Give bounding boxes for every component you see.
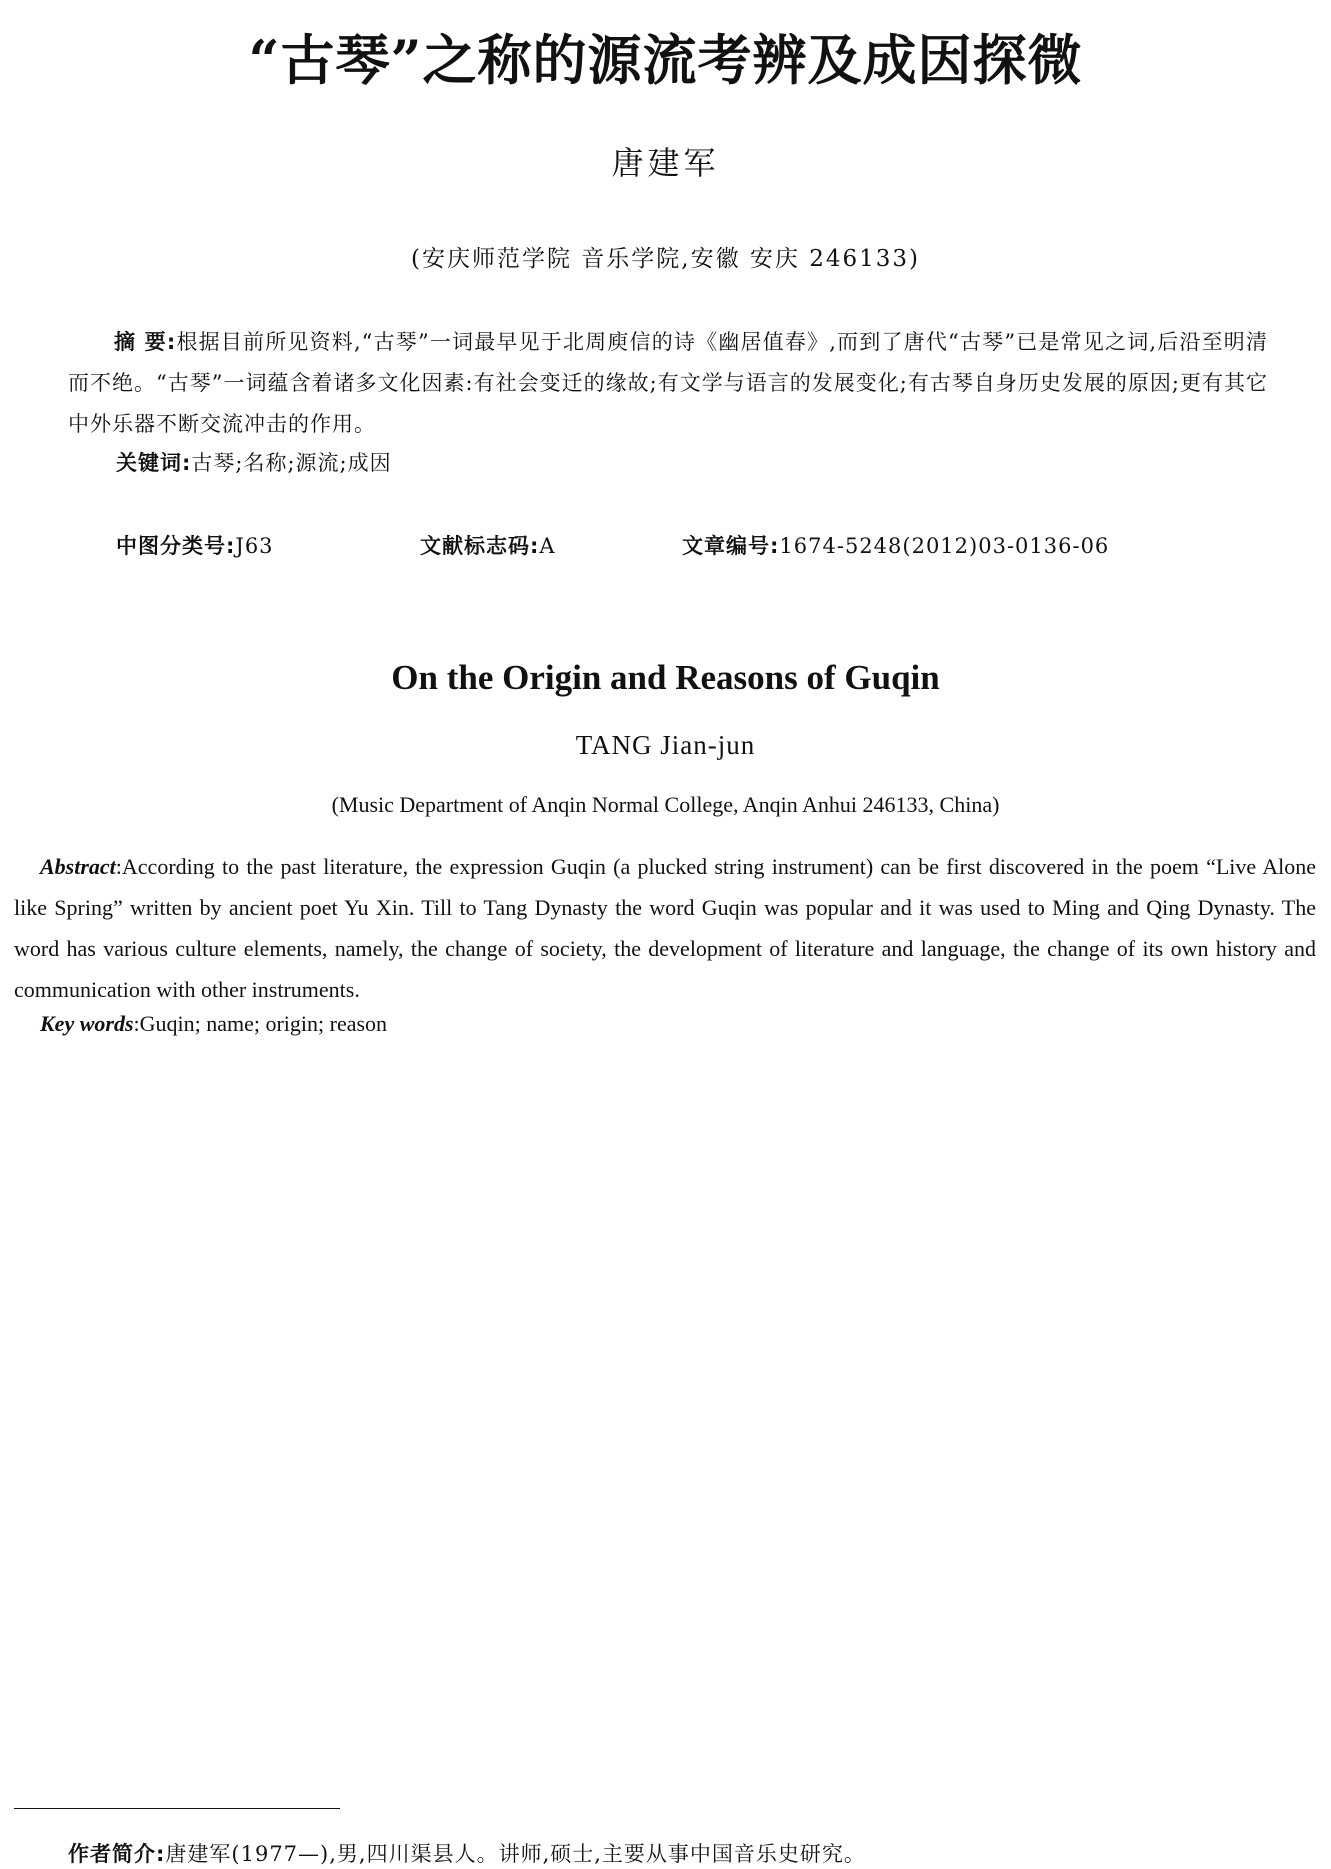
article-number-value: 1674-5248(2012)03-0136-06 xyxy=(779,534,1110,558)
classification-number xyxy=(116,530,274,560)
footnote-text: 唐建军(1977—),男,四川渠县人。讲师,硕士,主要从事中国音乐史研究。 xyxy=(165,1842,866,1866)
english-abstract-label: Abstract xyxy=(40,854,116,879)
author-footnote xyxy=(68,1838,866,1868)
chinese-keywords-label: 关键词: xyxy=(116,451,192,475)
footnote-label: 作者简介: xyxy=(68,1842,166,1866)
chinese-keywords xyxy=(116,447,392,477)
english-keywords xyxy=(40,1011,387,1037)
chinese-abstract-label: 摘 要: xyxy=(114,330,177,354)
classification-label: 中图分类号: xyxy=(116,534,236,558)
chinese-title: “古琴”之称的源流考辨及成因探微 xyxy=(248,28,1083,92)
article-number-label: 文章编号: xyxy=(682,534,780,558)
chinese-author: 唐建军 xyxy=(611,144,720,182)
english-abstract xyxy=(14,846,1316,1010)
footnote-divider xyxy=(14,1808,340,1809)
english-keywords-label: Key words xyxy=(40,1011,134,1036)
chinese-keywords-text: 古琴;名称;源流;成因 xyxy=(191,451,392,475)
english-author: TANG Jian-jun xyxy=(575,730,756,760)
chinese-affiliation: (安庆师范学院 音乐学院,安徽 安庆 246133) xyxy=(411,246,920,272)
english-title: On the Origin and Reasons of Guqin xyxy=(391,658,940,697)
document-code-label: 文献标志码: xyxy=(420,534,540,558)
english-affiliation: (Music Department of Anqin Normal College, Anqin Anhui 246133, China) xyxy=(331,792,1000,817)
english-abstract-text: :According to the past literature, the expression Guqin (a plucked string instrument) can be first discovered in the poem “Live Alone like Spring” written by ancient poet Yu Xin. Till to Tang Dynasty the word Guqin was popular and it was used to Ming and Qing Dynasty. The word has various culture elements, namely, the change of society, the development of literature and language, the change of its own history and communication with other instruments. xyxy=(14,854,1316,1002)
chinese-abstract xyxy=(68,322,1268,445)
chinese-abstract-text: 根据目前所见资料,“古琴”一词最早见于北周庾信的诗《幽居值春》,而到了唐代“古琴”已是常见之词,后沿至明清而不绝。“古琴”一词蕴含着诸多文化因素:有社会变迁的缘故;有文学与语言的发展变化;有古琴自身历史发展的原因;更有其它中外乐器不断交流冲击的作用。 xyxy=(68,330,1268,436)
english-keywords-text: :Guqin; name; origin; reason xyxy=(133,1011,388,1036)
document-code xyxy=(420,530,556,560)
document-code-value: A xyxy=(539,534,556,558)
article-number xyxy=(682,530,1109,560)
classification-value: J63 xyxy=(235,534,274,558)
